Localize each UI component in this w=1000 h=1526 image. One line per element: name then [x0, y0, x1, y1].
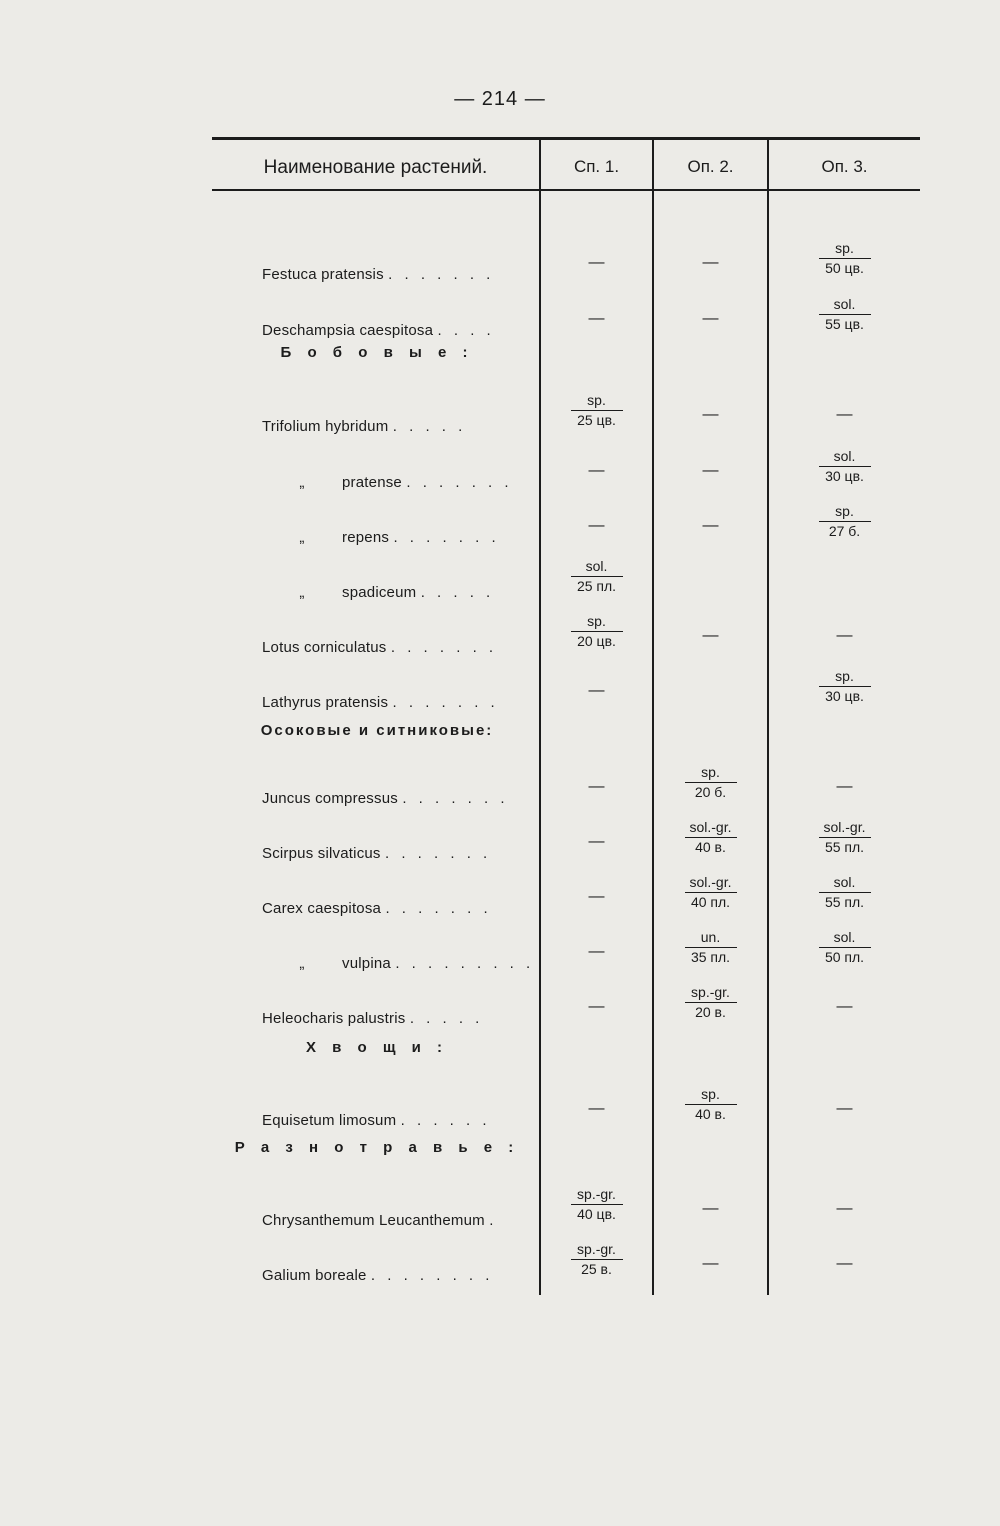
- op3-cell: [769, 549, 920, 603]
- abundance-fraction: [819, 448, 871, 485]
- plant-name: Scirpus silvaticus: [262, 845, 381, 862]
- fraction-bar: [571, 1259, 623, 1260]
- absent-dash: —: [588, 517, 605, 534]
- fraction-bar: [571, 631, 623, 632]
- height-phase-value: 40 пл.: [690, 893, 731, 910]
- abundance-value: sol.-gr.: [689, 818, 732, 835]
- absent-dash: —: [836, 778, 853, 795]
- abundance-value: sol.: [833, 928, 856, 945]
- plant-name-cell: [262, 790, 509, 807]
- absent-dash: —: [588, 1100, 605, 1117]
- op2-cell: [654, 1232, 767, 1286]
- absent-dash: —: [702, 1255, 719, 1272]
- op1-cell: [541, 865, 652, 919]
- plant-name-cell: [262, 1010, 483, 1027]
- plant-name-cell: [262, 322, 495, 339]
- op2-cell: [654, 1177, 767, 1231]
- absent-dash: —: [588, 254, 605, 271]
- absent-dash: —: [836, 1100, 853, 1117]
- abundance-value: sp.: [701, 763, 720, 780]
- absent-dash: —: [702, 1200, 719, 1217]
- abundance-fraction: [571, 1186, 623, 1223]
- height-phase-value: 25 пл.: [576, 577, 617, 594]
- absent-dash: —: [836, 1200, 853, 1217]
- plant-name-cell: [262, 266, 494, 283]
- abundance-fraction: [819, 240, 871, 277]
- leader-dots: . . . .: [437, 322, 495, 339]
- leader-dots: . . . . . . .: [392, 694, 499, 711]
- leader-dots: . . . . . . . .: [370, 1267, 494, 1284]
- abundance-fraction: [685, 819, 737, 856]
- table-row: [212, 1232, 920, 1286]
- table-row: [212, 810, 920, 864]
- fraction-bar: [819, 521, 871, 522]
- op2-cell: [654, 439, 767, 493]
- abundance-value: un.: [700, 928, 721, 945]
- table-top-rule: [212, 137, 920, 140]
- op3-cell: [769, 920, 920, 974]
- height-phase-value: 50 цв.: [825, 259, 864, 276]
- table-header-rule: [212, 189, 920, 191]
- table-row: [212, 604, 920, 658]
- op1-cell: [541, 810, 652, 864]
- plant-name: Lathyrus pratensis: [262, 694, 389, 711]
- op1-cell: [541, 604, 652, 658]
- fraction-bar: [571, 1204, 623, 1205]
- abundance-fraction: [819, 668, 871, 705]
- height-phase-value: 40 цв.: [577, 1205, 616, 1222]
- op1-cell: [541, 659, 652, 713]
- leader-dots: .: [489, 1212, 498, 1229]
- page-number: — 214 —: [454, 88, 546, 110]
- op3-cell: [769, 287, 920, 341]
- plant-name: pratense: [342, 474, 402, 491]
- absent-dash: —: [836, 998, 853, 1015]
- op2-cell: [654, 287, 767, 341]
- absent-dash: —: [702, 462, 719, 479]
- op1-cell: [541, 755, 652, 809]
- leader-dots: . . . . . . .: [385, 900, 492, 917]
- op1-cell: [541, 439, 652, 493]
- plant-name: Trifolium hybridum: [262, 418, 389, 435]
- fraction-bar: [685, 1104, 737, 1105]
- abundance-fraction: [819, 296, 871, 333]
- abundance-fraction: [819, 503, 871, 540]
- op2-cell: [654, 1077, 767, 1131]
- abundance-fraction: [571, 1241, 623, 1278]
- absent-dash: —: [836, 406, 853, 423]
- op3-cell: [769, 231, 920, 285]
- absent-dash: —: [588, 462, 605, 479]
- leader-dots: . . . . . . . . .: [395, 955, 535, 972]
- height-phase-value: 40 в.: [695, 838, 726, 855]
- table-row: [212, 494, 920, 548]
- op3-cell: [769, 865, 920, 919]
- section-heading: Осоковые и ситниковые:: [260, 722, 494, 739]
- absent-dash: —: [702, 627, 719, 644]
- ditto-mark: „: [299, 584, 305, 601]
- absent-dash: —: [588, 888, 605, 905]
- leader-dots: . . . . . . .: [393, 529, 500, 546]
- absent-dash: —: [588, 778, 605, 795]
- table-row: [212, 287, 920, 341]
- absent-dash: —: [702, 310, 719, 327]
- fraction-bar: [685, 837, 737, 838]
- abundance-fraction: [685, 764, 737, 801]
- height-phase-value: 27 б.: [828, 522, 861, 539]
- leader-dots: . . . . .: [409, 1010, 484, 1027]
- plant-name-cell: [262, 1267, 493, 1284]
- ditto-mark: „: [299, 474, 305, 491]
- fraction-bar: [819, 686, 871, 687]
- leader-dots: . . . . . . .: [385, 845, 492, 862]
- plant-name: Galium boreale: [262, 1267, 367, 1284]
- height-phase-value: 50 пл.: [824, 948, 865, 965]
- table-row: [212, 383, 920, 437]
- plant-name: Heleocharis palustris: [262, 1010, 406, 1027]
- abundance-value: sol.: [833, 873, 856, 890]
- fraction-bar: [571, 410, 623, 411]
- header-plant-name: Наименование растений.: [263, 157, 488, 178]
- fraction-bar: [571, 576, 623, 577]
- table-row: [212, 1177, 920, 1231]
- op1-cell: [541, 494, 652, 548]
- absent-dash: —: [588, 998, 605, 1015]
- height-phase-value: 25 цв.: [577, 411, 616, 428]
- op1-cell: [541, 1232, 652, 1286]
- abundance-fraction: [819, 929, 871, 966]
- table-row: [212, 755, 920, 809]
- table-row: [212, 231, 920, 285]
- abundance-value: sol.: [585, 557, 608, 574]
- op3-cell: [769, 755, 920, 809]
- op3-cell: [769, 659, 920, 713]
- leader-dots: . . . . . .: [400, 1112, 491, 1129]
- absent-dash: —: [836, 1255, 853, 1272]
- absent-dash: —: [588, 310, 605, 327]
- abundance-value: sp.: [835, 502, 854, 519]
- leader-dots: . . . . .: [392, 418, 467, 435]
- plant-name: Deschampsia caespitosa: [262, 322, 434, 339]
- op1-cell: [541, 287, 652, 341]
- height-phase-value: 55 пл.: [824, 838, 865, 855]
- abundance-value: sp.-gr.: [577, 1185, 616, 1202]
- abundance-value: sp.: [701, 1085, 720, 1102]
- plant-name-cell: [262, 1212, 497, 1229]
- op1-cell: [541, 920, 652, 974]
- abundance-fraction: [819, 874, 871, 911]
- fraction-bar: [819, 258, 871, 259]
- leader-dots: . . . . . . .: [406, 474, 513, 491]
- abundance-fraction: [819, 819, 871, 856]
- height-phase-value: 25 в.: [581, 1260, 612, 1277]
- section-heading: Р а з н о т р а в ь е :: [234, 1139, 520, 1156]
- op2-cell: [654, 231, 767, 285]
- plant-name-cell: [262, 584, 494, 601]
- abundance-value: sp.: [835, 239, 854, 256]
- height-phase-value: 55 цв.: [825, 315, 864, 332]
- table-row: [212, 659, 920, 713]
- absent-dash: —: [702, 517, 719, 534]
- op1-cell: [541, 1077, 652, 1131]
- plant-name: Lotus corniculatus: [262, 639, 387, 656]
- section-heading: Б о б о в ы е :: [280, 344, 474, 361]
- plant-name-cell: [262, 1112, 491, 1129]
- fraction-bar: [685, 782, 737, 783]
- abundance-fraction: [685, 874, 737, 911]
- plant-name: repens: [342, 529, 390, 546]
- abundance-value: sol.-gr.: [823, 818, 866, 835]
- fraction-bar: [819, 466, 871, 467]
- leader-dots: . . . . .: [420, 584, 495, 601]
- op1-cell: [541, 549, 652, 603]
- op2-cell: [654, 920, 767, 974]
- fraction-bar: [819, 892, 871, 893]
- table-row: [212, 975, 920, 1029]
- plant-name-cell: [262, 639, 497, 656]
- op2-cell: [654, 755, 767, 809]
- abundance-value: sp.: [587, 391, 606, 408]
- abundance-value: sp.-gr.: [691, 983, 730, 1000]
- op3-cell: [769, 975, 920, 1029]
- op1-cell: [541, 383, 652, 437]
- fraction-bar: [819, 837, 871, 838]
- header-op3: Оп. 3.: [821, 157, 868, 176]
- op1-cell: [541, 975, 652, 1029]
- op2-cell: [654, 865, 767, 919]
- op2-cell: [654, 975, 767, 1029]
- op1-cell: [541, 1177, 652, 1231]
- height-phase-value: 20 в.: [695, 1003, 726, 1020]
- abundance-value: sol.-gr.: [689, 873, 732, 890]
- plant-name-cell: [262, 900, 492, 917]
- height-phase-value: 35 пл.: [690, 948, 731, 965]
- plant-table: [212, 137, 920, 1295]
- op2-cell: [654, 494, 767, 548]
- abundance-value: sp.: [587, 612, 606, 629]
- absent-dash: —: [836, 627, 853, 644]
- plant-name-cell: [262, 474, 513, 491]
- op2-cell: [654, 383, 767, 437]
- op2-cell: [654, 549, 767, 603]
- ditto-mark: „: [299, 955, 305, 972]
- op3-cell: [769, 1077, 920, 1131]
- abundance-value: sp.: [835, 667, 854, 684]
- plant-name: vulpina: [342, 955, 391, 972]
- height-phase-value: 20 б.: [694, 783, 727, 800]
- abundance-fraction: [685, 1086, 737, 1123]
- height-phase-value: 20 цв.: [577, 632, 616, 649]
- fraction-bar: [685, 1002, 737, 1003]
- height-phase-value: 40 в.: [695, 1105, 726, 1122]
- abundance-fraction: [571, 392, 623, 429]
- plant-name: Festuca pratensis: [262, 266, 384, 283]
- abundance-value: sol.: [833, 447, 856, 464]
- fraction-bar: [819, 947, 871, 948]
- abundance-value: sp.-gr.: [577, 1240, 616, 1257]
- section-heading: Х в о щ и :: [305, 1039, 449, 1056]
- op2-cell: [654, 604, 767, 658]
- op3-cell: [769, 1177, 920, 1231]
- fraction-bar: [685, 947, 737, 948]
- height-phase-value: 30 цв.: [825, 687, 864, 704]
- absent-dash: —: [588, 833, 605, 850]
- abundance-fraction: [685, 984, 737, 1021]
- plant-name: Equisetum limosum: [262, 1112, 397, 1129]
- plant-name-cell: [262, 694, 499, 711]
- ditto-mark: „: [299, 529, 305, 546]
- op3-cell: [769, 810, 920, 864]
- fraction-bar: [685, 892, 737, 893]
- height-phase-value: 55 пл.: [824, 893, 865, 910]
- abundance-fraction: [571, 558, 623, 595]
- plant-name-cell: [262, 529, 500, 546]
- plant-name-cell: [262, 418, 466, 435]
- table-row: [212, 865, 920, 919]
- plant-name: Chrysanthemum Leucanthemum: [262, 1212, 485, 1229]
- table-row: [212, 439, 920, 493]
- height-phase-value: 30 цв.: [825, 467, 864, 484]
- header-op1: Cп. 1.: [573, 157, 620, 176]
- op2-cell: [654, 810, 767, 864]
- plant-name: Carex caespitosa: [262, 900, 382, 917]
- op2-cell: [654, 659, 767, 713]
- absent-dash: —: [588, 943, 605, 960]
- op3-cell: [769, 494, 920, 548]
- op3-cell: [769, 1232, 920, 1286]
- leader-dots: . . . . . . .: [402, 790, 509, 807]
- abundance-fraction: [571, 613, 623, 650]
- op3-cell: [769, 604, 920, 658]
- op1-cell: [541, 231, 652, 285]
- op3-cell: [769, 383, 920, 437]
- plant-name-cell: [262, 955, 534, 972]
- table-row: [212, 1077, 920, 1131]
- fraction-bar: [819, 314, 871, 315]
- leader-dots: . . . . . . .: [388, 266, 495, 283]
- op3-cell: [769, 439, 920, 493]
- header-op2: Оп. 2.: [687, 157, 734, 176]
- absent-dash: —: [588, 682, 605, 699]
- plant-name: Juncus compressus: [262, 790, 398, 807]
- table-row: [212, 920, 920, 974]
- absent-dash: —: [702, 406, 719, 423]
- table-row: [212, 549, 920, 603]
- plant-name: spadiceum: [342, 584, 417, 601]
- absent-dash: —: [702, 254, 719, 271]
- abundance-fraction: [685, 929, 737, 966]
- leader-dots: . . . . . . .: [390, 639, 498, 656]
- plant-name-cell: [262, 845, 491, 862]
- abundance-value: sol.: [833, 295, 856, 312]
